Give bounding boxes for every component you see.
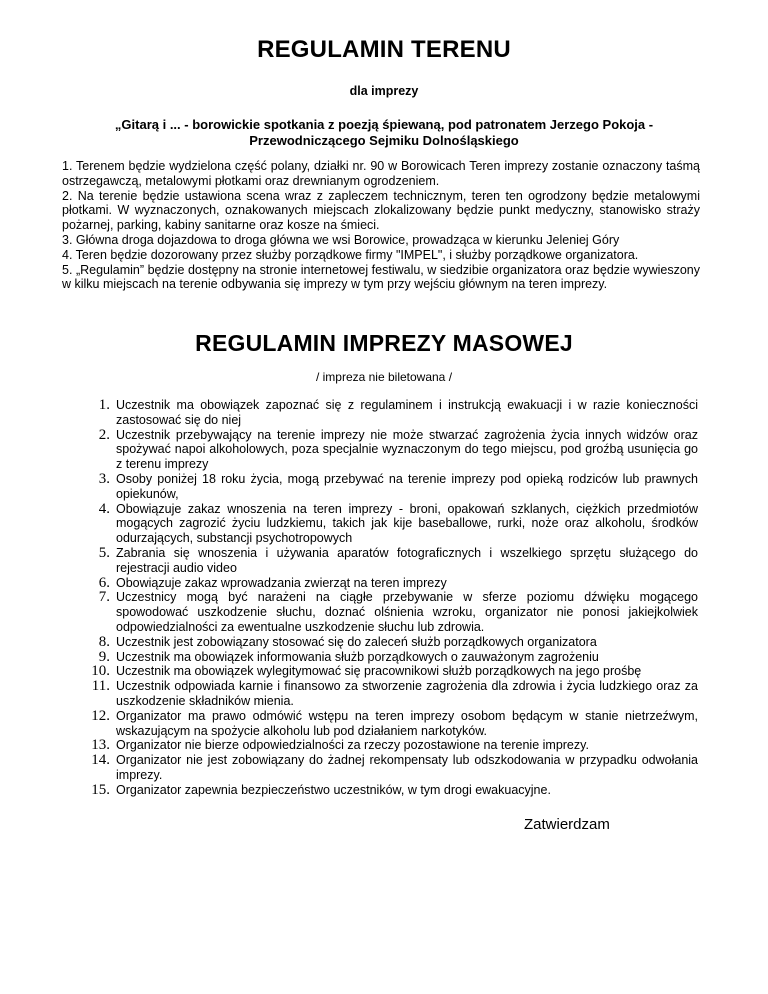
rule-text: Organizator nie jest zobowiązany do żadnej rekompensaty lub odszkodowania w przypadku odwołania imprezy. (116, 753, 698, 782)
terrain-rule: 2. Na terenie będzie ustawiona scena wraz z zapleczem technicznym, teren ten ogrodzony będzie metalowymi płotkami. W wyznaczonych, oznakowanych miejscach zlokalizowany będzie punkt medyczny, stanowisko straży pożarnej, parking, kabiny sanitarne oraz kosze na śmieci. (62, 188, 700, 233)
mass-event-title: REGULAMIN IMPREZY MASOWEJ (195, 330, 573, 356)
rule-number: 9. (98, 648, 110, 665)
rule-number: 14. (91, 752, 110, 769)
rule-item (78, 738, 698, 753)
rule-number: 2. (98, 426, 110, 443)
rule-text: Osoby poniżej 18 roku życia, mogą przebywać na terenie imprezy pod opieką rodziców lub prawnych opiekunów, (116, 471, 698, 501)
rule-text: Zabrania się wnoszenia i używania aparatów fotograficznych i wszelkiego sprzętu służącego do rejestracji audio video (116, 545, 698, 575)
terrain-rules (62, 159, 700, 292)
rule-text: Organizator ma prawo odmówić wstępu na teren imprezy osobom będącym w stanie nietrzeźwym, wskazującym na spożycie alkoholu lub pod działaniem narkotyków. (116, 708, 698, 738)
rule-text: Uczestnik przebywający na terenie imprezy nie może stwarzać zagrożenia życia innych widzów oraz spożywać napoi alkoholowych, poza specjalnie wyznaczonym do tego miejscu, pod groźbą usunięcia go z terenu imprezy (116, 427, 698, 472)
mass-event-rules (78, 398, 698, 798)
rule-number: 13. (91, 737, 110, 754)
rule-item (78, 428, 698, 472)
rule-number: 4. (98, 500, 110, 517)
rule-item (78, 664, 698, 679)
rule-text: Uczestnik ma obowiązek wylegitymować się pracownikowi służb porządkowych na jego prośbę (116, 664, 642, 679)
rule-number: 10. (91, 663, 110, 680)
rule-text: Obowiązuje zakaz wnoszenia na teren imprezy - broni, opakowań szklanych, ciężkich przedmiotów mogących zagrozić życiu ludzkiemu, takich jak kije baseballowe, rurki, noże oraz alkoholu, środków odurzających, substancji psychotropowych (116, 501, 698, 546)
event-name-line-2: Przewodniczącego Sejmiku Dolnośląskiego (249, 133, 519, 148)
rule-number: 1. (98, 397, 110, 413)
rule-number: 11. (91, 678, 110, 695)
rule-item (78, 398, 698, 428)
document-title: REGULAMIN TERENU (257, 36, 511, 63)
rule-text: Obowiązuje zakaz wprowadzania zwierząt na teren imprezy (116, 575, 447, 590)
rule-text: Organizator nie bierze odpowiedzialności za rzeczy pozostawione na terenie imprezy. (116, 738, 589, 753)
rule-item (78, 635, 698, 650)
rule-number: 5. (98, 544, 110, 561)
rule-text: Uczestnicy mogą być narażeni na ciągłe przebywanie w sferze poziomu dźwięku mogącego spowodować uszkodzenie słuchu, doznać olśnienia wzroku, organizator nie ponosi jakiejkolwiek odpowiedzialności za ewentualne uszkodzenie słuchu lub zdrowia. (116, 590, 698, 634)
rule-text: Uczestnik ma obowiązek zapoznać się z regulaminem i instrukcją ewakuacji i w razie konieczności zastosować się do niej (116, 398, 698, 427)
rule-text: Uczestnik odpowiada karnie i finansowo za stworzenie zagrożenia dla zdrowia i życia ludzkiego oraz za uszkodzenie składników mienia. (116, 679, 698, 708)
rule-item (78, 576, 698, 591)
rule-number: 6. (98, 574, 110, 591)
rule-number: 15. (91, 781, 110, 798)
document-subtitle: dla imprezy (349, 84, 419, 98)
terrain-rule: 5. „Regulamin” będzie dostępny na stronie internetowej festiwalu, w siedzibie organizatora oraz będzie wywieszony w kilku miejscach na terenie odbywania się imprezy w tym przy wejściu głównym na teren imprezy. (62, 262, 700, 292)
event-name (80, 117, 688, 149)
approval-label: Zatwierdzam (524, 816, 610, 833)
event-name-line-1: „Gitarą i ... - borowickie spotkania z poezją śpiewaną, pod patronatem Jerzego Pokoja - (114, 117, 654, 132)
terrain-rule: 3. Główna droga dojazdowa to droga główna we wsi Borowice, prowadząca w kierunku Jeleniej Góry (62, 232, 620, 247)
rule-item (78, 502, 698, 546)
rule-item (78, 753, 698, 783)
rule-text: Organizator zapewnia bezpieczeństwo uczestników, w tym drogi ewakuacyjne. (116, 782, 551, 797)
rule-text: Uczestnik ma obowiązek informowania służb porządkowych o zauważonym zagrożeniu (116, 649, 599, 664)
rule-number: 12. (91, 707, 110, 724)
rule-item (78, 546, 698, 576)
rule-number: 3. (98, 470, 110, 487)
terrain-rule: 1. Terenem będzie wydzielona część polany, działki nr. 90 w Borowicach Teren imprezy zostanie oznaczony taśmą ostrzegawczą, metalowymi płotkami oraz drewnianym ogrodzeniem. (62, 159, 700, 188)
mass-event-subtitle: / impreza nie biletowana / (315, 370, 453, 384)
rule-number: 8. (98, 633, 110, 650)
rule-number: 7. (98, 589, 110, 606)
rule-item (78, 590, 698, 634)
terrain-rule: 4. Teren będzie dozorowany przez służby porządkowe firmy "IMPEL", i służby porządkowe organizatora. (62, 247, 639, 262)
rule-item (78, 783, 698, 798)
rule-item (78, 472, 698, 502)
rule-item (78, 650, 698, 665)
rule-text: Uczestnik jest zobowiązany stosować się do zaleceń służb porządkowych organizatora (116, 634, 597, 649)
rule-item (78, 709, 698, 739)
rule-item (78, 679, 698, 709)
